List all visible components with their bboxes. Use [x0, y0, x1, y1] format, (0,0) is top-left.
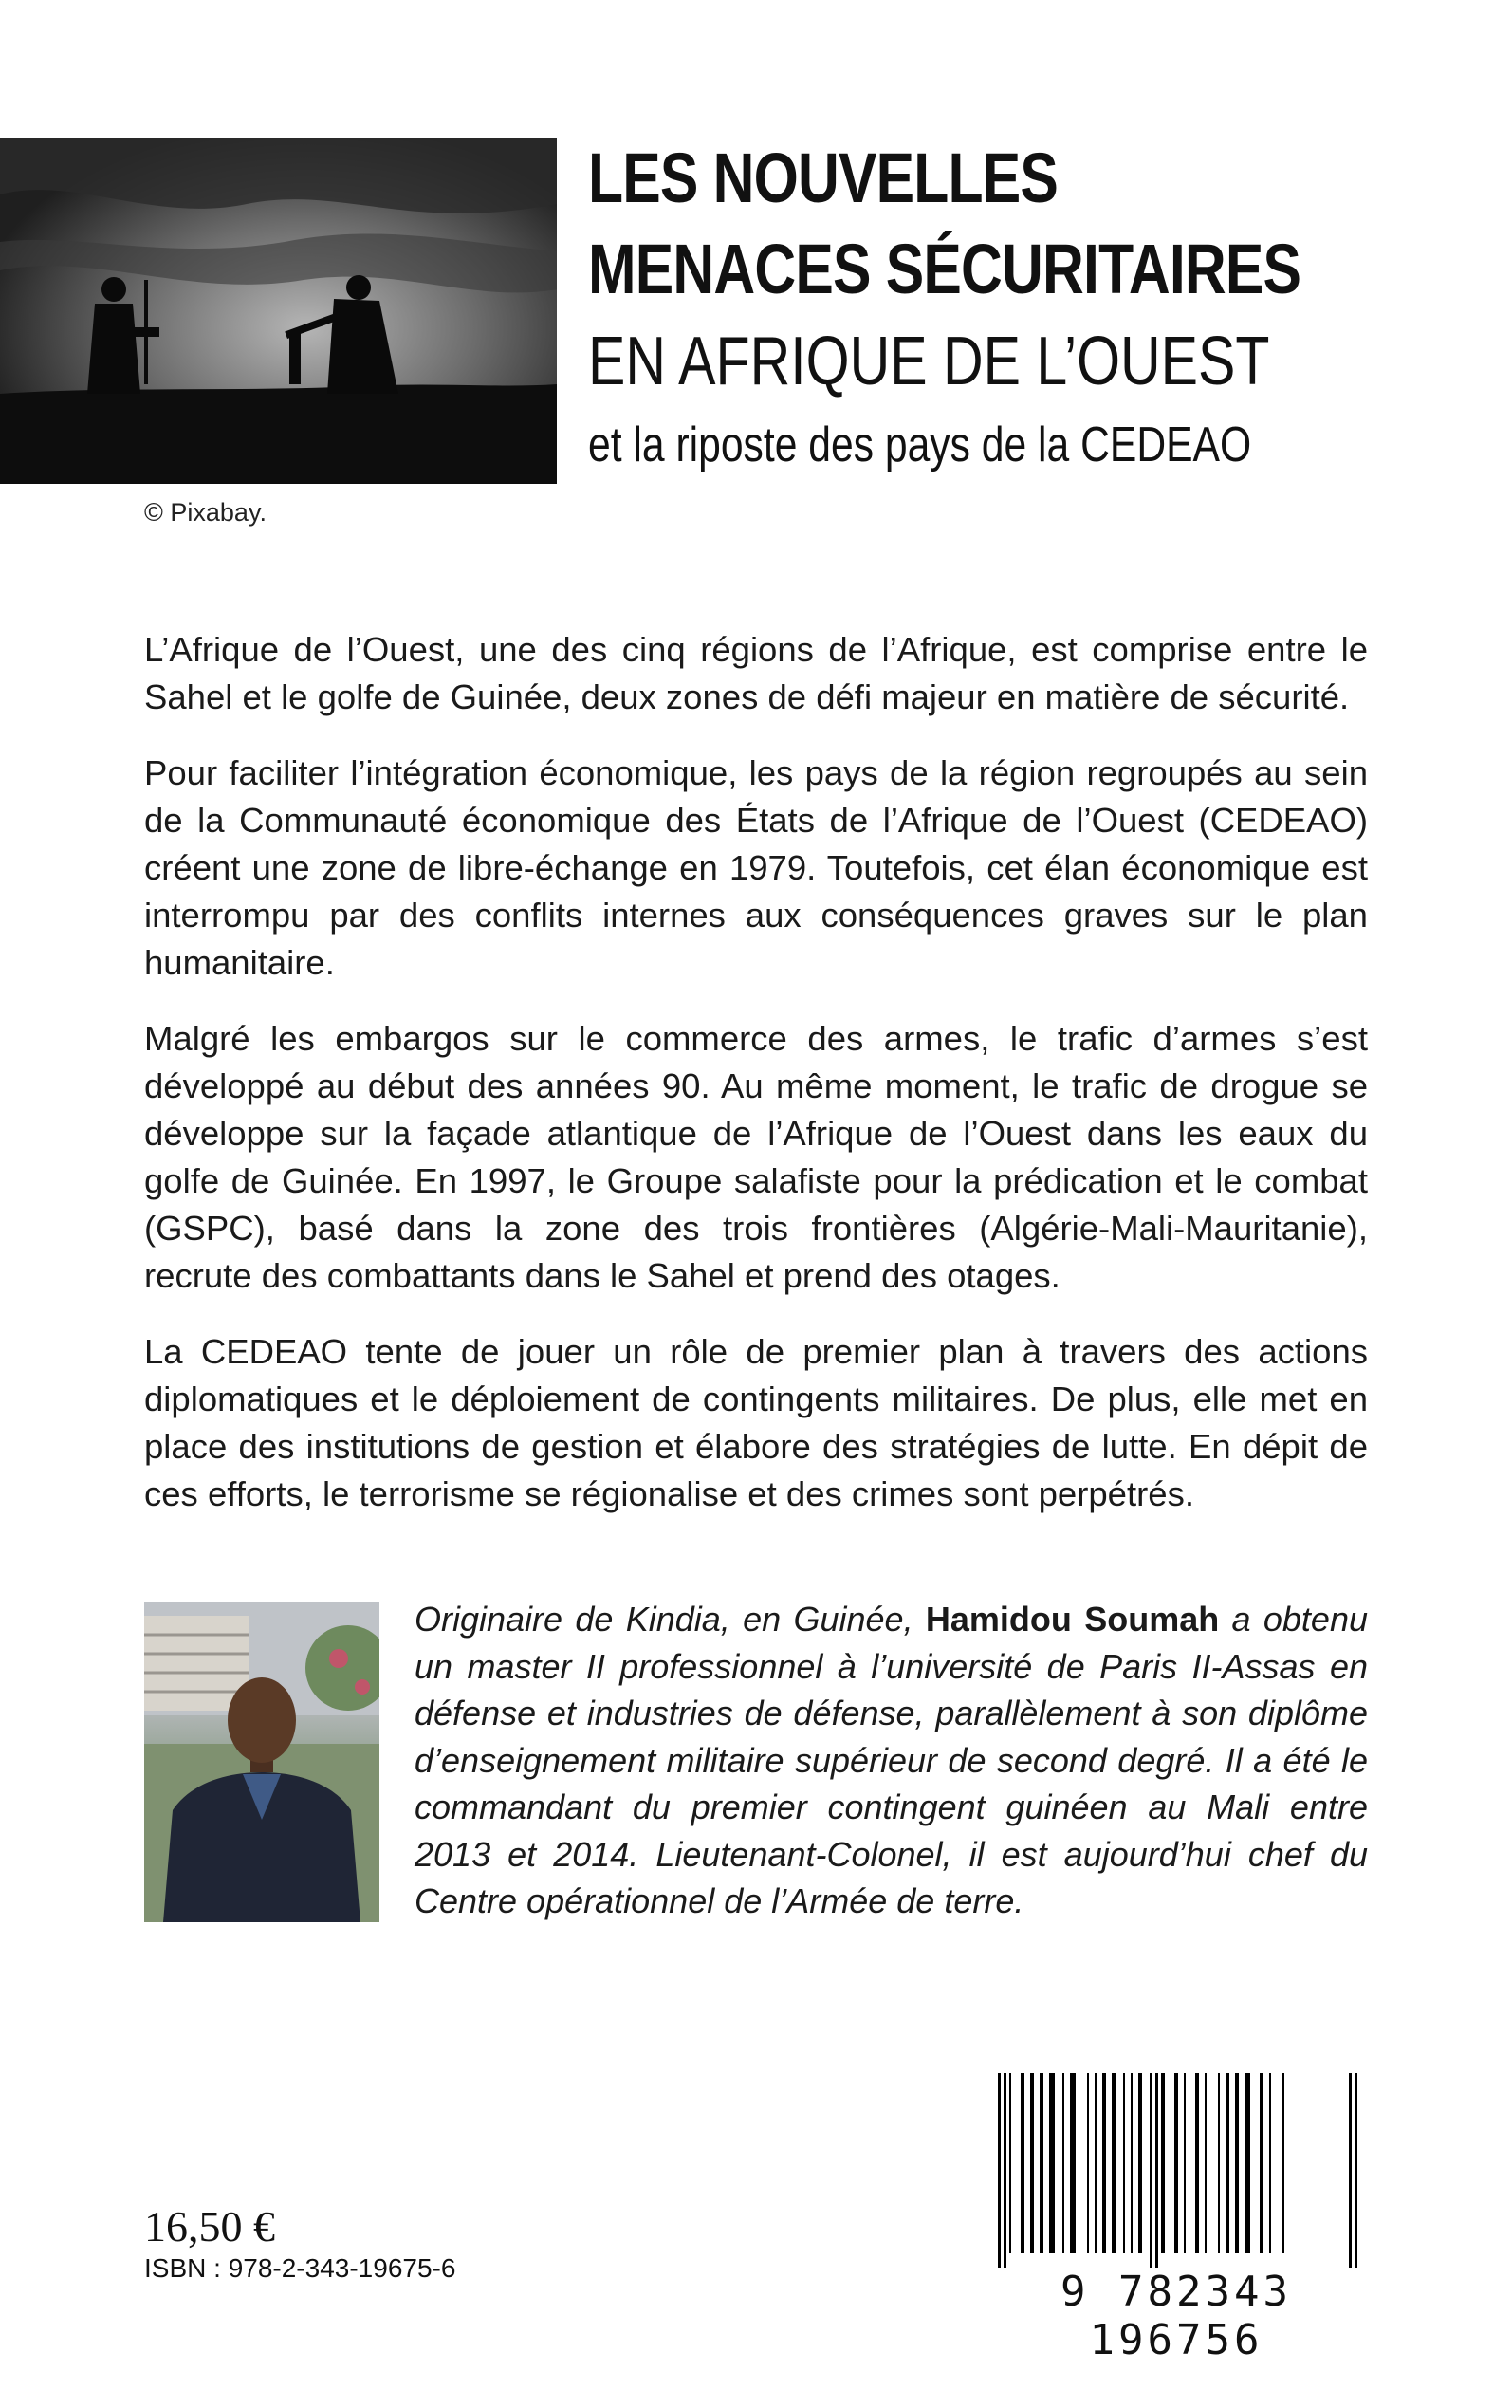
barcode-bar [1260, 2073, 1263, 2253]
author-bio-intro: Originaire de Kindia, en Guinée, [415, 1600, 926, 1639]
barcode-digits: 9 782343 196756 [986, 2268, 1366, 2364]
barcode-bar [1131, 2073, 1133, 2253]
summary-paragraph: L’Afrique de l’Ouest, une des cinq régions de l’Afrique, est comprise entre le Sahel et le golfe de Guinée, deux zones de défi majeur en matière de sécurité. [144, 630, 1368, 716]
book-title-block [588, 133, 1499, 478]
barcode-bar [1102, 2073, 1106, 2253]
barcode-bar [1245, 2073, 1250, 2253]
barcode-bar [1150, 2073, 1152, 2272]
barcode-bar [1195, 2073, 1199, 2253]
barcode-bar [1205, 2073, 1207, 2253]
author-portrait-icon [144, 1602, 379, 1922]
barcode-bar [1226, 2073, 1229, 2253]
barcode-bar [1123, 2073, 1125, 2253]
barcode-bar [1218, 2073, 1220, 2253]
barcode-bar [1184, 2073, 1186, 2253]
barcode-bar [1004, 2073, 1006, 2272]
book-tagline: et la riposte des pays de la CEDEAO [588, 417, 1252, 472]
barcode-bar [1349, 2073, 1352, 2272]
barcode-bar [1040, 2073, 1043, 2253]
cover-photo [0, 138, 557, 484]
isbn: ISBN : 978-2-343-19675-6 [144, 2253, 456, 2283]
barcode-bar [1087, 2073, 1089, 2253]
barcode-bar [1269, 2073, 1271, 2253]
barcode-bar [1021, 2073, 1024, 2253]
barcode-bar [1282, 2073, 1284, 2253]
title-line-1: LES NOUVELLES [588, 139, 1059, 217]
author-photo [144, 1602, 379, 1922]
author-bio-text: a obtenu un master II professionnel à l’université de Paris II-Assas en défense et industries de défense, parallèlement à son diplôme d’enseignement militaire supérieur de second degré. Il a été le commandant du premier contingent guinéen au Mali entre 2013 et 2014. Lieutenant-Colonel, il est aujourd’hui chef du Centre opérationnel de l’Armée de terre. [415, 1600, 1368, 1920]
photo-credit: © Pixabay. [144, 498, 267, 527]
book-subtitle: EN AFRIQUE DE L’OUEST [588, 324, 1270, 399]
barcode-bar [1095, 2073, 1097, 2253]
barcode-bar [1062, 2073, 1064, 2253]
author-bio [415, 1596, 1368, 1925]
barcode-bar [1355, 2073, 1357, 2272]
barcode-bar [1112, 2073, 1116, 2253]
barcode-bar [1009, 2073, 1011, 2253]
soldiers-silhouette-icon [0, 138, 557, 484]
author-name: Hamidou Soumah [925, 1600, 1220, 1639]
barcode-bar [1155, 2073, 1158, 2272]
barcode-bar [998, 2073, 1001, 2272]
summary-paragraph: Malgré les embargos sur le commerce des armes, le trafic d’armes s’est développé au début des années 90. Au même moment, le trafic de drogue se développe sur la façade atlantique de l’Afrique de l’Ouest dans les eaux du golfe de Guinée. En 1997, le Groupe salafiste pour la prédication et le combat (GSPC), basé dans la zone des trois frontières (Algérie-Mali-Mauritanie), recrute des combattants dans le Sahel et prend des otages. [144, 1019, 1368, 1295]
barcode-bar [1174, 2073, 1178, 2253]
barcode-bar [1030, 2073, 1034, 2253]
price: 16,50 € [144, 2202, 275, 2251]
barcode-bar [1070, 2073, 1076, 2253]
back-cover-summary [144, 626, 1368, 1547]
summary-paragraph: La CEDEAO tente de jouer un rôle de premier plan à travers des actions diplomatiques et le déploiement de contingents militaires. De plus, elle met en place des institutions de gestion et élabore des stratégies de lutte. En dépit de ces efforts, le terrorisme se régionalise et des crimes sont perpétrés. [144, 1332, 1368, 1513]
summary-paragraph: Pour faciliter l’intégration économique, les pays de la région regroupés au sein de la Communauté économique des États de l’Afrique de l’Ouest (CEDEAO) créent une zone de libre-échange en 1979. Toutefois, cet élan économique est interrompu par des conflits internes aux conséquences graves sur le plan humanitaire. [144, 753, 1368, 982]
barcode-bar [1049, 2073, 1055, 2253]
barcode-bar [1235, 2073, 1239, 2253]
barcode-icon [986, 2073, 1366, 2272]
title-line-2: MENACES SÉCURITAIRES [588, 230, 1301, 308]
barcode-bar [1161, 2073, 1165, 2253]
barcode-bar [1138, 2073, 1142, 2253]
